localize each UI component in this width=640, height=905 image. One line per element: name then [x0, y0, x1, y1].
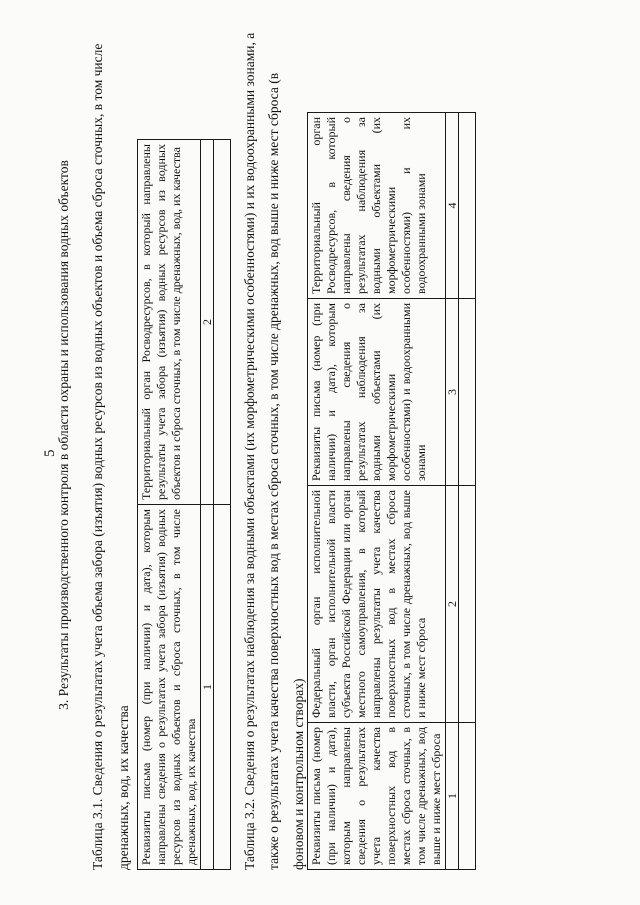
table2-header-col1: Реквизиты письма (номер (при наличии) и дата), которым направлены сведения о результатах учета качества поверхностных вод в местах сброса сточных, в том числе дренажных, вод выше и ниже мест сброса	[308, 723, 446, 870]
table1-empty-row	[214, 140, 231, 870]
page-number: 5	[42, 449, 58, 457]
table2-num-4: 4	[446, 113, 459, 299]
section-title: 3. Результаты производственного контроля в области охраны и использования водных объектов	[56, 160, 71, 710]
table1-caption-line1: Таблица 3.1. Сведения о результатах учета объема забора (изъятия) водных ресурсов из водных объектов и объема сброса сточных, в том числе	[90, 43, 105, 870]
table1-empty-cell-1	[214, 505, 231, 870]
table2-header-col4: Территориальный орган Росводресурсов, в который направлены сведения о результатах наблюдения за водными объектами (их морфометрическими особенностями) и их водоохранными зонами	[308, 113, 446, 299]
table2-num-2: 2	[446, 486, 459, 723]
table1-header-col2: Территориальный орган Росводресурсов, в который направлены результаты учета забора (изъятия) водных ресурсов из водных объектов и сброса сточных, в том числе дренажных, вод, их качества	[138, 140, 201, 505]
table2-caption-line3: фоновом и контрольном створах)	[291, 678, 306, 870]
table2-header-col2: Федеральный орган исполнительной власти, орган исполнительной власти субъекта Российской Федерации или орган местного самоуправления, в который направлены результаты учета качества поверхностных вод в местах сброса сточных, в том числе дренажных, вод выше и ниже мест сброса	[308, 486, 446, 723]
table2-number-row	[446, 113, 459, 870]
table2	[307, 112, 476, 870]
table1	[137, 139, 231, 870]
table1-num-2: 2	[201, 140, 214, 505]
table1-header-col1: Реквизиты письма (номер (при наличии) и дата), которым направлены сведения о результатах учета забора (изъятия) водных ресурсов из водных объектов и сброса сточных, в том числе дренажных, вод, их качества	[138, 505, 201, 870]
table2-caption-line2: также о результатах учета качества поверхностных вод в местах сброса сточных, в том числе дренажных, вод выше и ниже мест сброса (в	[266, 72, 281, 870]
table1-caption-line2: дренажных, вод, их качества	[116, 705, 131, 870]
table1-number-row	[201, 140, 214, 870]
table2-num-3: 3	[446, 299, 459, 486]
table2-empty-cell-3	[459, 299, 476, 486]
table2-caption-line1: Таблица 3.2. Сведения о результатах наблюдения за водными объектами (их морфометрическими особенностями) и их водоохранными зонами, а	[242, 32, 257, 870]
table2-header-row	[308, 113, 446, 870]
table2-empty-cell-4	[459, 113, 476, 299]
table1-num-1: 1	[201, 505, 214, 870]
table2-header-col3: Реквизиты письма (номер (при наличии) и дата), которым направлены сведения о результатах наблюдения за водными объектами (их морфометрическими особенностями) и водоохранными зонами	[308, 299, 446, 486]
table2-empty-row	[459, 113, 476, 870]
table2-num-1: 1	[446, 723, 459, 870]
table1-empty-cell-2	[214, 140, 231, 505]
table2-empty-cell-2	[459, 486, 476, 723]
table1-header-row	[138, 140, 201, 870]
table2-empty-cell-1	[459, 723, 476, 870]
